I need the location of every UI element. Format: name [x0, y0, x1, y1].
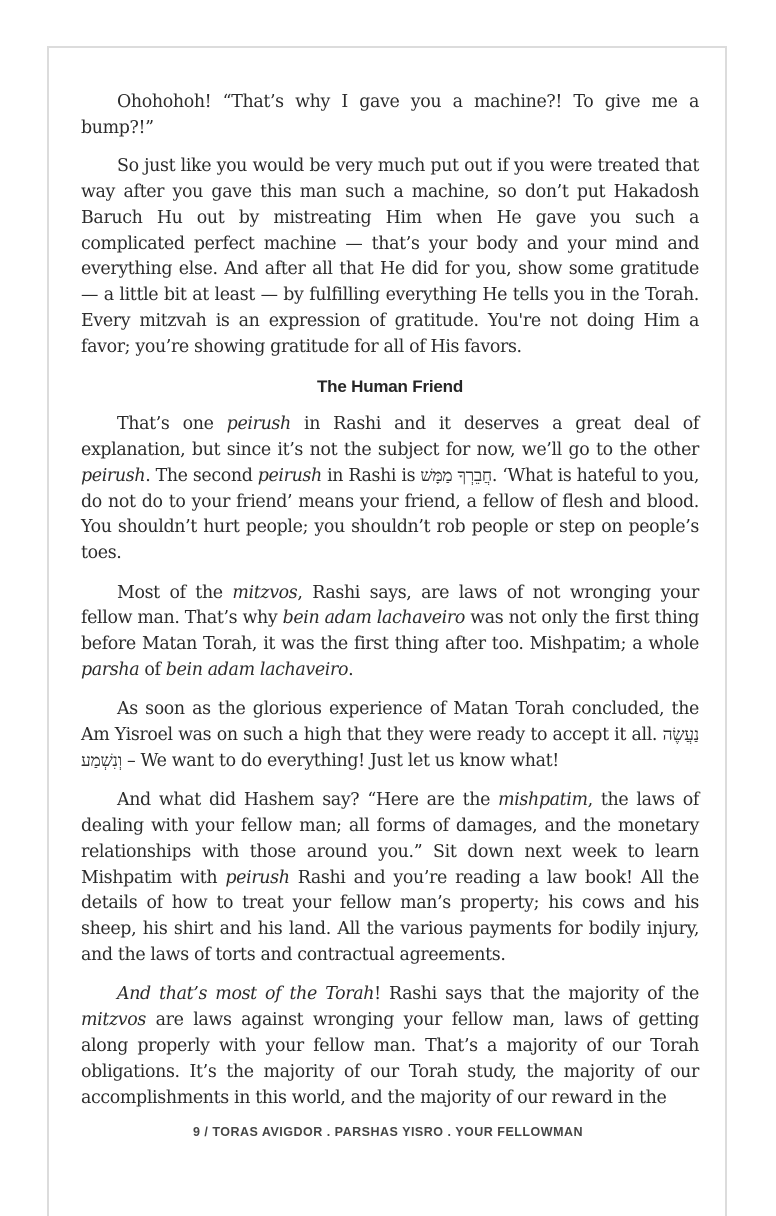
document-page — [47, 46, 727, 1216]
body-paragraph — [81, 90, 699, 142]
text-run: are laws against wronging your fellow man, laws of getting along properly with your fellow man. That’s a majority of our Torah obligations. It’s the majority of our Torah study, the majority of our accomplishments in this world, and the majority of our reward in the — [81, 1010, 699, 1108]
paragraphs-after-heading — [81, 412, 699, 1111]
text-run: in Rashi and it deserves a great deal of explanation, but since it’s not the subject for now, we’ll go to the other — [81, 414, 700, 460]
italic-term: peirush — [81, 465, 146, 486]
text-run: As soon as the glorious experience of Matan Torah concluded, the Am Yisroel was on such a high that they were ready to accept it all. — [81, 699, 699, 746]
hebrew-phrase: חֲבֵרְךָ מַמָּשׁ — [420, 465, 492, 486]
italic-term: mitzvos — [81, 1010, 146, 1031]
text-run: of — [139, 659, 166, 680]
text-run: So just like you would be very much put out if you were treated that way after you gave this man such a machine, so don’t put Hakadosh Baruch Hu out by mistreating Him when He gave you such a complicated perfect machine — that’s your body and your mind and everything else. And after all that He did for you, show some gratitude — a little bit at least — by fulfilling everything He tells you in the Torah. Every mitzvah is an expression of gratitude. You're not doing Him a favor; you’re showing gratitude for all of His favors. — [81, 156, 699, 357]
body-paragraph — [81, 697, 699, 774]
page-footer: 9 / TORAS AVIGDOR . PARSHAS YISRO . YOUR FELLOWMAN — [192, 1125, 584, 1139]
italic-term: bein adam lachaveiro — [165, 659, 349, 680]
body-paragraph — [81, 788, 699, 969]
section-heading: The Human Friend — [316, 377, 464, 397]
italic-term: bein adam lachaveiro — [282, 608, 465, 629]
italic-term: parsha — [81, 659, 140, 680]
body-paragraph — [81, 982, 699, 1111]
text-run: Rashi and you’re reading a law book! All the details of how to treat your fellow man’s property; his cows and his sheep, his shirt and his land. All the various payments for bodily injury, and the laws of torts and contractual agreements. — [81, 867, 699, 966]
italic-term: peirush — [226, 414, 291, 435]
italic-term: mitzvos — [232, 582, 298, 603]
italic-term: peirush — [225, 867, 290, 888]
text-run: That’s one — [117, 414, 227, 435]
italic-term: mishpatim — [498, 790, 588, 811]
text-run: , Rashi says, are laws of not wronging your fellow man. That’s why — [81, 582, 699, 629]
text-run: . — [348, 659, 354, 680]
text-run: . ‘What is hateful to you, do not do to your friend’ means your friend, a fellow of flesh and blood. You shouldn’t hurt people; you shouldn’t rob people or step on people’s toes. — [81, 465, 700, 564]
italic-term: And that’s most of the Torah — [117, 984, 375, 1005]
text-run: Ohohohoh! “That’s why I gave you a machine?! To give me a bump?!” — [81, 92, 699, 138]
text-run: – We want to do everything! Just let us know what! — [121, 750, 559, 771]
body-paragraph — [81, 412, 699, 567]
text-run: Most of the — [117, 582, 233, 603]
text-run: in Rashi is — [321, 465, 421, 486]
text-run: , the laws of dealing with your fellow man; all forms of damages, and the monetary relationships with those around you.” Sit down next week to learn Mishpatim with — [81, 790, 699, 888]
text-run: . The second — [145, 465, 258, 486]
text-run: And what did Hashem say? “Here are the — [117, 790, 499, 811]
hebrew-phrase: נַעֲשֶׂה וְנִשְׁמַע — [81, 725, 699, 771]
paragraphs-before-heading — [81, 90, 699, 361]
body-paragraph — [81, 154, 699, 360]
body-paragraph — [81, 581, 699, 684]
page-content — [81, 90, 699, 1125]
text-run: was not only the first thing before Matan Torah, it was the first thing after too. Mishpatim; a whole — [81, 608, 699, 655]
italic-term: peirush — [257, 465, 322, 486]
text-run: ! Rashi says that the majority of the — [374, 984, 700, 1005]
